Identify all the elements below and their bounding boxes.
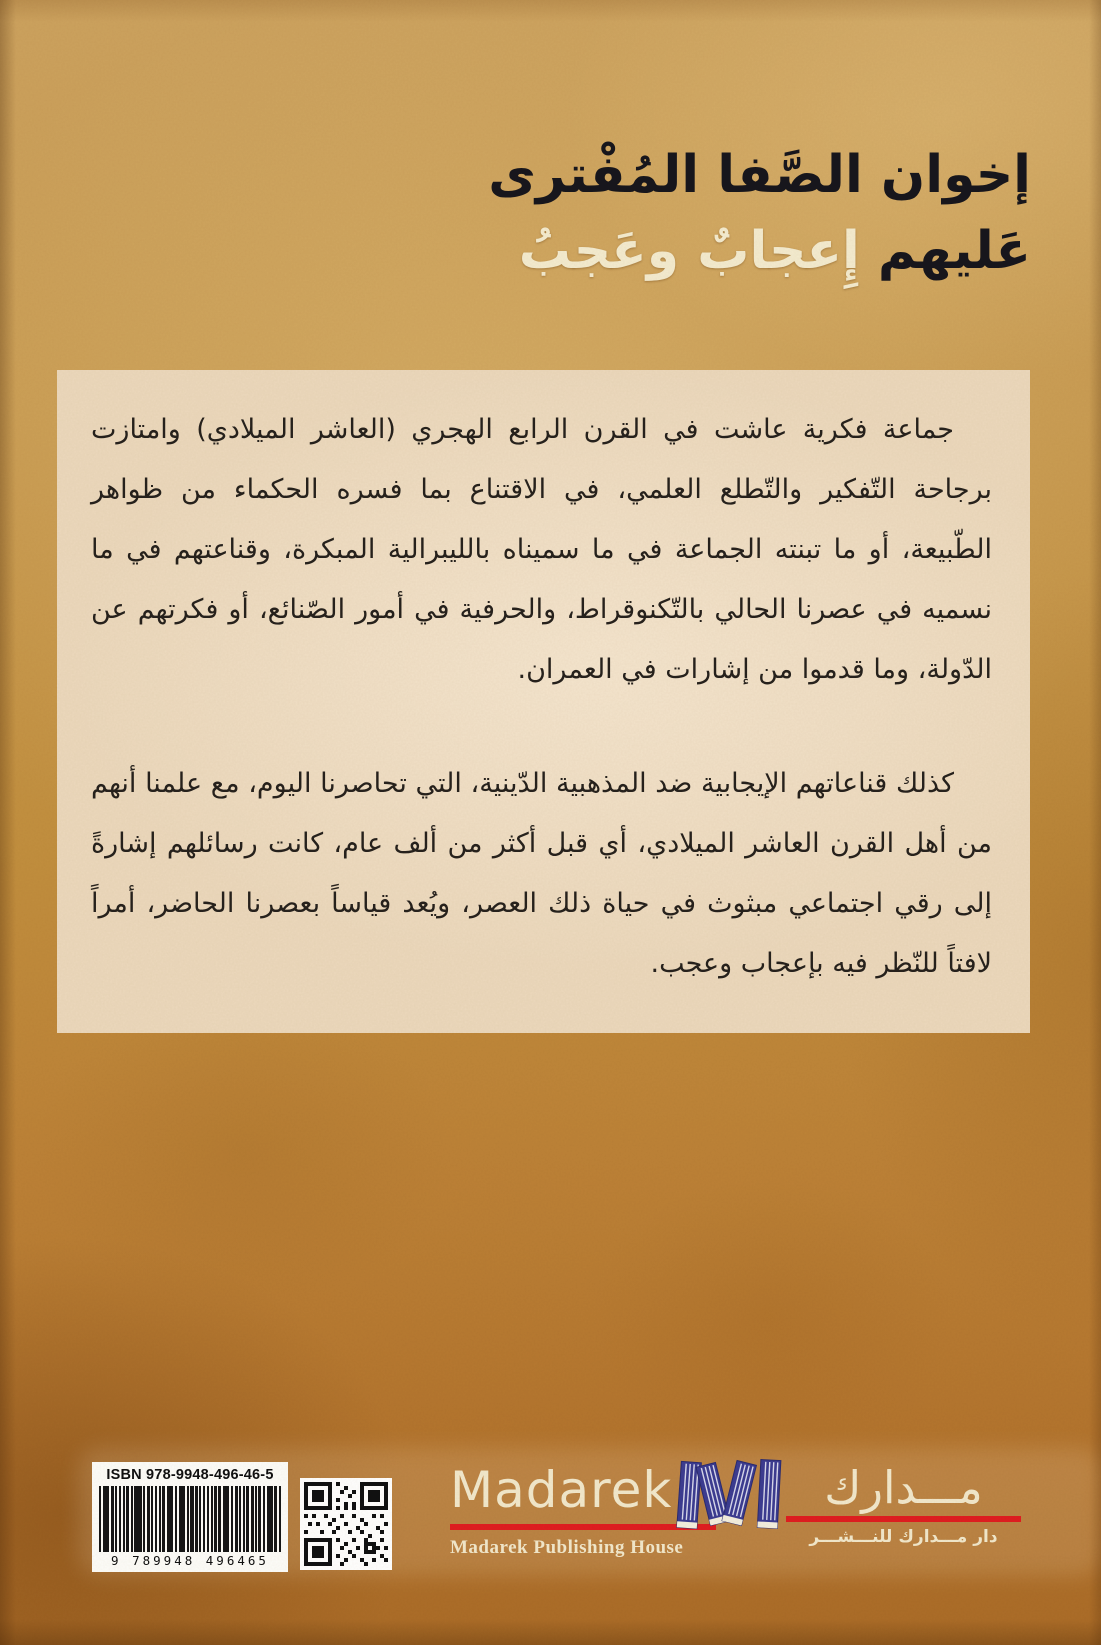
madarek-m-books-icon xyxy=(676,1456,784,1544)
publisher-subtitle-ar: دار مـــدارك للنـــشـــر xyxy=(809,1526,998,1547)
book-title-line2-dark: عَليهم xyxy=(877,220,1031,281)
publisher-wordmark-ar: مـــدارك xyxy=(824,1461,983,1514)
blurb-paragraph-1: جماعة فكرية عاشت في القرن الرابع الهجري (العاشر الميلادي) وامتازت برجاحة التّفكير والتّطلع العلمي، في الاقتناع بما فسره الحكماء من ظواهر الطّبيعة، أو ما تبنته الجماعة في ما سميناه بالليبرالية المبكرة، وقناعتهم في ما نسميه في عصرنا الحالي بالتّكنوقراط، والحرفية في أمور الصّنائع، أو فكرتهم عن الدّولة، وما قدموا من إشارات في العمران. xyxy=(91,414,992,685)
isbn-number: ISBN 978-9948-496-46-5 xyxy=(106,1467,274,1483)
book-title-line1: إخوان الصَّفا المُفْترى xyxy=(488,145,1031,205)
qr-code-icon xyxy=(300,1478,392,1570)
isbn-label xyxy=(92,1462,288,1572)
publisher-wordmark-en: Madarek xyxy=(450,1461,673,1519)
red-underline-ar xyxy=(786,1516,1021,1522)
barcode-icon xyxy=(99,1486,281,1552)
blurb-paragraph-2: كذلك قناعاتهم الإيجابية ضد المذهبية الدّينية، التي تحاصرنا اليوم، مع علمنا أنهم من أهل القرن العاشر الميلادي، أي قبل أكثر من ألف عام، كانت رسائلهم إشارةً إلى رقي اجتماعي مبثوث في حياة ذلك العصر، ويُعد قياساً بعصرنا الحاضر، أمراً لافتاً للنّظر فيه بإعجاب وعجب. xyxy=(91,767,992,979)
book-title xyxy=(488,146,1031,282)
book-title-line2-light: إِعجابٌ وعَجبُ xyxy=(518,220,860,281)
book-title-line2 xyxy=(488,222,1031,282)
publisher-subtitle-en: Madarek Publishing House xyxy=(450,1536,684,1558)
barcode-digits: 9 789948 496465 xyxy=(111,1553,269,1568)
blurb-box xyxy=(57,370,1030,1033)
publisher-logo-ar xyxy=(782,1462,1025,1547)
